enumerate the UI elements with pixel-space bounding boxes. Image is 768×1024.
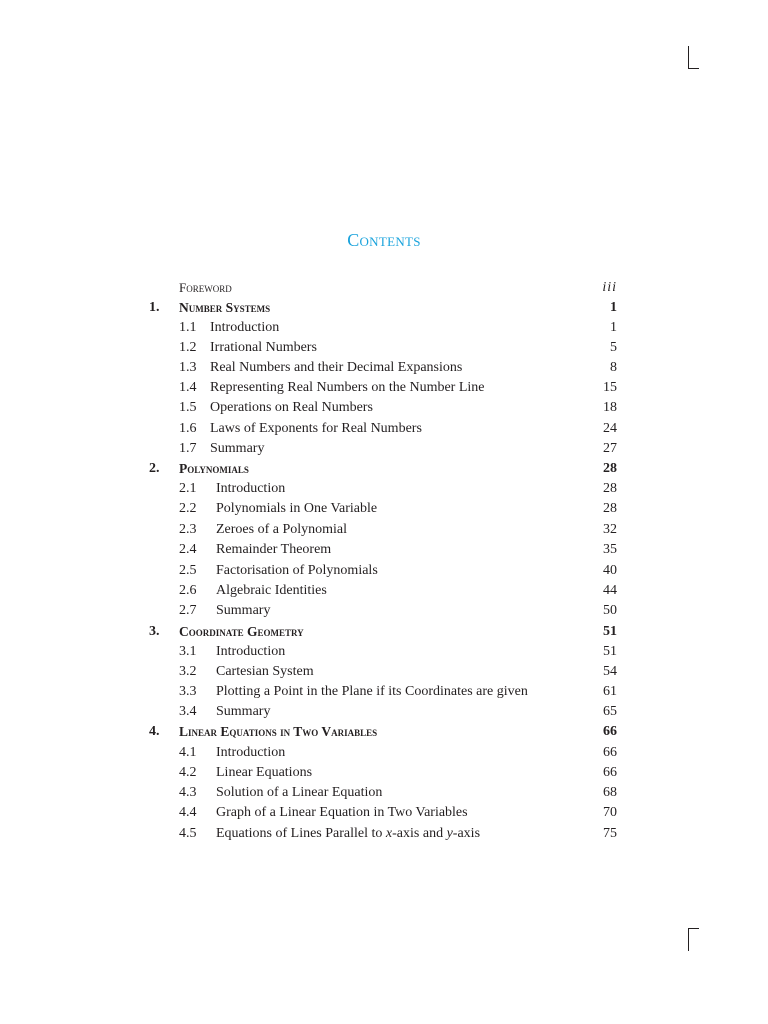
section-title: Factorisation of Polynomials bbox=[216, 563, 378, 578]
toc-chapter-4[interactable] bbox=[0, 722, 768, 742]
section-page: 65 bbox=[603, 704, 617, 719]
section-title: Cartesian System bbox=[216, 664, 314, 679]
section-number: 2.2 bbox=[179, 501, 197, 516]
crop-mark-top bbox=[688, 46, 699, 69]
section-title: Solution of a Linear Equation bbox=[216, 785, 383, 800]
toc-section-row[interactable] bbox=[0, 642, 768, 662]
section-page: 5 bbox=[610, 340, 617, 355]
chapter-title: Coordinate Geometry bbox=[179, 624, 304, 639]
section-page: 28 bbox=[603, 501, 617, 516]
section-number: 1.6 bbox=[179, 421, 197, 436]
section-number: 2.7 bbox=[179, 603, 197, 618]
section-number: 1.7 bbox=[179, 441, 197, 456]
toc-section-row[interactable] bbox=[0, 358, 768, 378]
title-part-y-axis: y bbox=[446, 826, 453, 841]
section-title: Remainder Theorem bbox=[216, 542, 332, 557]
toc-section-row[interactable] bbox=[0, 318, 768, 338]
chapter-number: 4. bbox=[149, 724, 160, 739]
section-number: 2.1 bbox=[179, 481, 197, 496]
section-title: Summary bbox=[216, 603, 271, 618]
chapter-number: 3. bbox=[149, 624, 160, 639]
toc-section-row[interactable] bbox=[0, 479, 768, 499]
toc-section-row[interactable] bbox=[0, 338, 768, 358]
section-title: Laws of Exponents for Real Numbers bbox=[210, 421, 422, 436]
section-page: 35 bbox=[603, 542, 617, 557]
section-number: 2.4 bbox=[179, 542, 197, 557]
title-part: -axis and bbox=[392, 826, 447, 841]
toc-section-row[interactable] bbox=[0, 561, 768, 581]
page-title: Contents bbox=[347, 230, 421, 250]
section-number: 4.2 bbox=[179, 765, 197, 780]
section-title: Introduction bbox=[216, 644, 286, 659]
section-title bbox=[216, 824, 480, 844]
section-number: 3.2 bbox=[179, 664, 197, 679]
section-title: Representing Real Numbers on the Number Line bbox=[210, 380, 485, 395]
toc-section-row[interactable] bbox=[0, 702, 768, 722]
section-title: Operations on Real Numbers bbox=[210, 400, 373, 415]
toc-section-row[interactable] bbox=[0, 682, 768, 702]
section-title: Graph of a Linear Equation in Two Variables bbox=[216, 805, 468, 820]
toc-chapter-3[interactable] bbox=[0, 622, 768, 642]
section-page: 70 bbox=[603, 805, 617, 820]
title-part: -axis bbox=[452, 826, 481, 841]
chapter-title: Polynomials bbox=[179, 461, 249, 476]
toc-chapter-1[interactable] bbox=[0, 298, 768, 318]
section-title: Real Numbers and their Decimal Expansions bbox=[210, 360, 463, 375]
section-page: 15 bbox=[603, 380, 617, 395]
toc-section-row[interactable] bbox=[0, 763, 768, 783]
section-title: Introduction bbox=[210, 320, 280, 335]
toc-section-row[interactable] bbox=[0, 743, 768, 763]
toc-chapter-2[interactable] bbox=[0, 459, 768, 479]
section-page: 32 bbox=[603, 522, 617, 537]
section-number: 3.4 bbox=[179, 704, 197, 719]
foreword-page: iii bbox=[602, 280, 617, 295]
section-number: 2.5 bbox=[179, 563, 197, 578]
crop-mark-bottom bbox=[688, 928, 699, 951]
toc-section-row[interactable] bbox=[0, 419, 768, 439]
section-number: 4.5 bbox=[179, 826, 197, 841]
section-title: Polynomials in One Variable bbox=[216, 501, 378, 516]
toc-section-row[interactable] bbox=[0, 520, 768, 540]
section-page: 18 bbox=[603, 400, 617, 415]
section-page: 68 bbox=[603, 785, 617, 800]
section-page: 51 bbox=[603, 644, 617, 659]
chapter-title: Linear Equations in Two Variables bbox=[179, 724, 378, 739]
section-number: 1.5 bbox=[179, 400, 197, 415]
section-title: Zeroes of a Polynomial bbox=[216, 522, 348, 537]
section-page: 27 bbox=[603, 441, 617, 456]
toc-section-row[interactable] bbox=[0, 662, 768, 682]
title-part-x-axis: x bbox=[385, 826, 393, 841]
section-number: 4.4 bbox=[179, 805, 197, 820]
section-page: 66 bbox=[603, 745, 617, 760]
toc-section-row[interactable] bbox=[0, 581, 768, 601]
toc-section-row[interactable] bbox=[0, 803, 768, 823]
section-page: 40 bbox=[603, 563, 617, 578]
section-page: 28 bbox=[603, 481, 617, 496]
toc-section-row[interactable] bbox=[0, 398, 768, 418]
section-page: 66 bbox=[603, 765, 617, 780]
section-title: Irrational Numbers bbox=[210, 340, 317, 355]
section-title: Linear Equations bbox=[216, 765, 313, 780]
chapter-number: 2. bbox=[149, 461, 160, 476]
section-title: Introduction bbox=[216, 745, 286, 760]
toc-section-row[interactable] bbox=[0, 378, 768, 398]
section-title: Algebraic Identities bbox=[216, 583, 327, 598]
section-page: 8 bbox=[610, 360, 617, 375]
chapter-page: 28 bbox=[603, 461, 617, 476]
section-number: 1.1 bbox=[179, 320, 197, 335]
section-number: 4.1 bbox=[179, 745, 197, 760]
section-page: 61 bbox=[603, 684, 617, 699]
chapter-number: 1. bbox=[149, 300, 160, 315]
title-part: Equations of Lines Parallel to bbox=[216, 826, 386, 841]
section-page: 44 bbox=[603, 583, 617, 598]
section-number: 2.6 bbox=[179, 583, 197, 598]
section-page: 50 bbox=[603, 603, 617, 618]
section-number: 1.4 bbox=[179, 380, 197, 395]
section-title: Plotting a Point in the Plane if its Coordinates are given bbox=[216, 684, 528, 699]
toc-section-row[interactable] bbox=[0, 499, 768, 519]
section-number: 4.3 bbox=[179, 785, 197, 800]
section-number: 2.3 bbox=[179, 522, 197, 537]
toc-section-row[interactable] bbox=[0, 601, 768, 621]
toc-section-row[interactable] bbox=[0, 439, 768, 459]
section-number: 3.1 bbox=[179, 644, 197, 659]
section-title: Summary bbox=[216, 704, 271, 719]
section-page: 75 bbox=[603, 826, 617, 841]
chapter-page: 51 bbox=[603, 624, 617, 639]
section-number: 1.3 bbox=[179, 360, 197, 375]
section-title: Introduction bbox=[216, 481, 286, 496]
toc-section-row[interactable] bbox=[0, 824, 768, 844]
section-page: 24 bbox=[603, 421, 617, 436]
section-number: 1.2 bbox=[179, 340, 197, 355]
chapter-page: 1 bbox=[610, 300, 617, 315]
chapter-title: Number Systems bbox=[179, 300, 271, 315]
chapter-page: 66 bbox=[603, 724, 617, 739]
toc-foreword-row[interactable] bbox=[0, 278, 768, 298]
section-page: 1 bbox=[610, 320, 617, 335]
section-page: 54 bbox=[603, 664, 617, 679]
foreword-label: Foreword bbox=[179, 280, 232, 295]
section-number: 3.3 bbox=[179, 684, 197, 699]
toc-section-row[interactable] bbox=[0, 540, 768, 560]
toc-section-row[interactable] bbox=[0, 783, 768, 803]
section-title: Summary bbox=[210, 441, 265, 456]
